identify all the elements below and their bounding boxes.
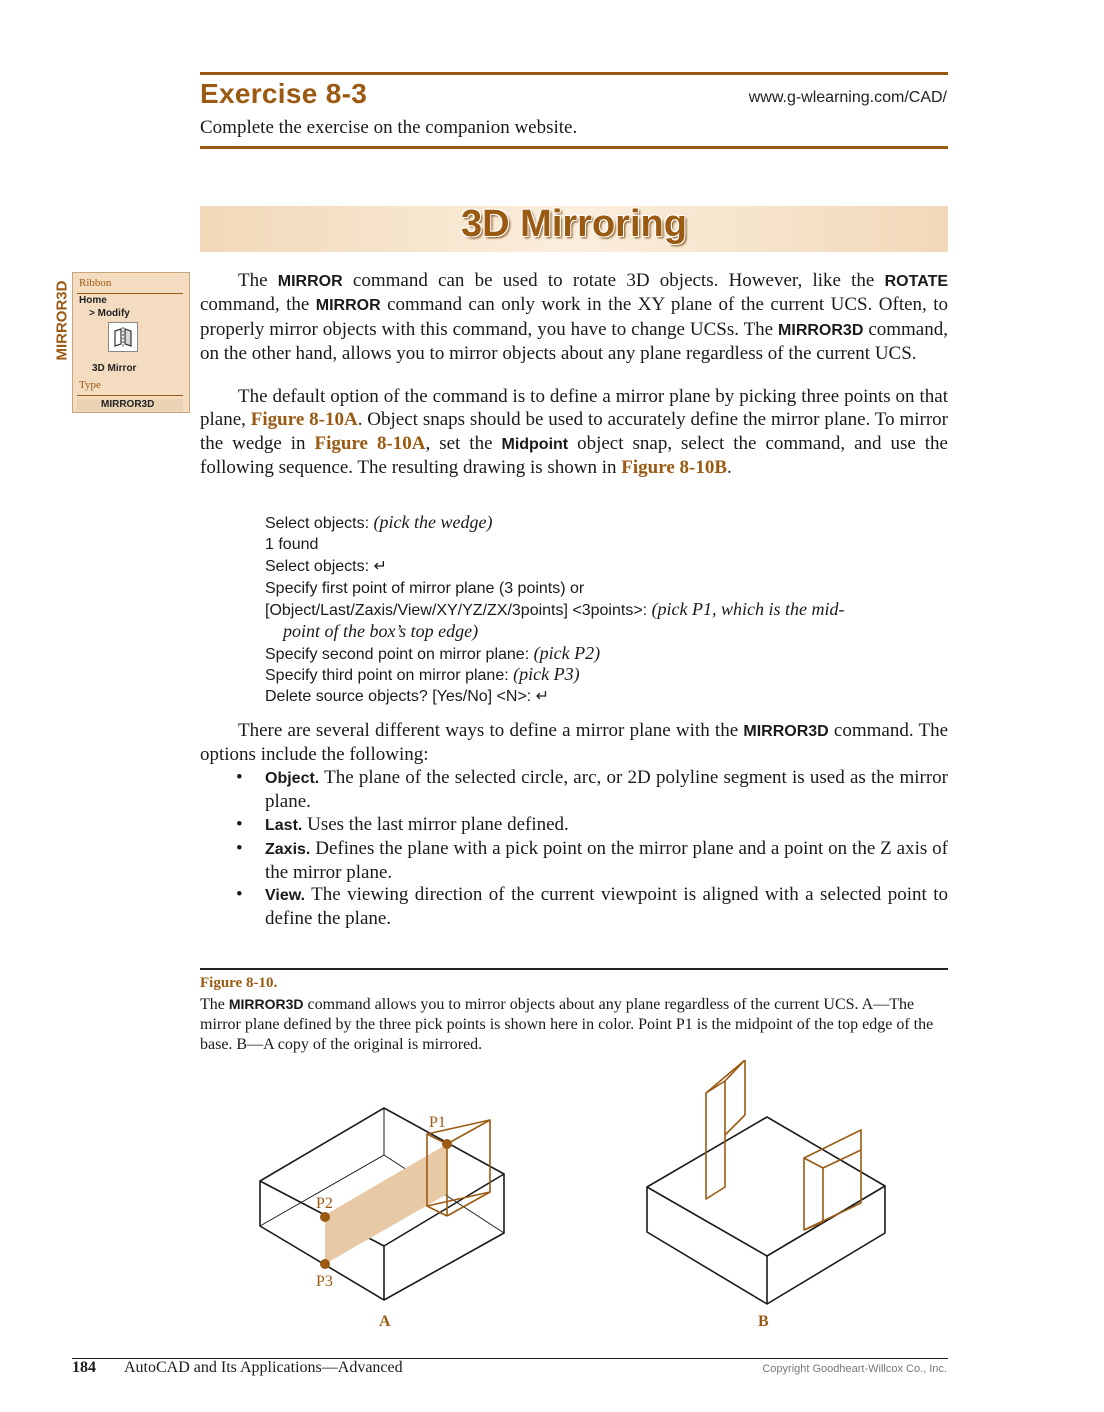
sidebar-button-label: 3D Mirror — [92, 363, 137, 374]
sequence-line: Select objects: (pick the wedge) — [265, 512, 493, 532]
sidebar-ribbon-box — [72, 272, 190, 413]
box-b — [647, 1117, 885, 1304]
paragraph-default-option: The default option of the command is to define a mirror plane by picking three points on that plane, Figure 8-10A. Object snaps should be used to accurately define the mirror plane. To mirror the wedge in Figure 8-10A, set the Midpoint object snap, select the command, and use the following sequence. The resulting drawing is shown in Figure 8-10B. — [200, 386, 948, 478]
exercise-text: Complete the exercise on the companion website. — [200, 117, 578, 138]
section-title: 3D Mirroring — [461, 203, 687, 245]
page-number: 184 — [72, 1359, 96, 1376]
3d-mirror-icon[interactable] — [108, 322, 138, 352]
sidebar-divider — [77, 395, 183, 396]
figure-link[interactable]: Figure 8-10A — [250, 409, 358, 431]
sidebar-vertical-label — [50, 272, 72, 372]
sequence-line: Delete source objects? [Yes/No] <N>: ↵ — [265, 688, 550, 705]
sequence-line: point of the box’s top edge) — [283, 621, 479, 641]
list-item: • Last. Uses the last mirror plane defined. — [236, 814, 569, 835]
sequence-line: Specify first point of mirror plane (3 points) or — [265, 580, 585, 597]
sidebar-home: Home — [79, 295, 107, 306]
label-p3: P3 — [316, 1273, 333, 1290]
pick-point-p3 — [320, 1259, 330, 1269]
sidebar-type-value: MIRROR3D — [101, 399, 155, 410]
label-p2: P2 — [316, 1195, 333, 1212]
figure-rule — [200, 968, 948, 970]
label-p1: P1 — [429, 1114, 446, 1131]
list-item: • View. The viewing direction of the current viewpoint is aligned with a selected point to define the plane. — [236, 884, 948, 930]
paragraph-options: There are several different ways to define a mirror plane with the MIRROR3D command. The options include the following: — [200, 720, 949, 766]
pick-point-p1 — [442, 1139, 452, 1149]
sidebar-modify: > Modify — [89, 308, 130, 319]
copyright: Copyright Goodheart-Willcox Co., Inc. — [762, 1363, 947, 1375]
sequence-line: Select objects: ↵ — [265, 558, 387, 575]
figure-link[interactable]: Figure 8-10A — [314, 432, 426, 454]
list-item: • Object. The plane of the selected circle, arc, or 2D polyline segment is used as the mirror plane. — [236, 767, 948, 813]
pick-point-p2 — [320, 1212, 330, 1222]
exercise-title: Exercise 8-3 — [200, 78, 368, 109]
exercise-bottom-rule — [200, 146, 948, 149]
sidebar-command-name: MIRROR3D — [53, 280, 71, 361]
figure-illustration — [240, 1060, 920, 1340]
label-b: B — [758, 1313, 769, 1330]
sequence-line: [Object/Last/Zaxis/View/XY/YZ/ZX/3points] <3points>: (pick P1, which is the mid- — [265, 599, 845, 619]
figure-caption: The MIRROR3D command allows you to mirror objects about any plane regardless of the current UCS. A—The mirror plane defined by the three pick points is shown here in color. Point P1 is the midpoint of the top edge of the base. B—A copy of the original is mirrored. — [200, 996, 934, 1053]
sequence-line: Specify second point on mirror plane: (pick P2) — [265, 643, 601, 663]
wedge-b-mirrored — [706, 1060, 745, 1199]
wedge-b-original — [804, 1130, 861, 1230]
label-a: A — [379, 1313, 391, 1330]
figure-number: Figure 8-10. — [200, 975, 278, 991]
list-item: • Zaxis. Defines the plane with a pick point on the mirror plane and a point on the Z axis of the mirror plane. — [236, 838, 948, 884]
sequence-line: Specify third point on mirror plane: (pick P3) — [265, 664, 580, 684]
figure-link[interactable]: Figure 8-10B — [621, 456, 728, 478]
book-title: AutoCAD and Its Applications—Advanced — [124, 1359, 403, 1376]
exercise-url[interactable]: www.g-wlearning.com/CAD/ — [748, 89, 947, 106]
sidebar-ribbon-heading: Ribbon — [79, 277, 112, 289]
paragraph-intro: The MIRROR command can be used to rotate 3D objects. However, like the ROTATE command, the MIRROR command can only work in the XY plane of the current UCS. Often, to properly mirror objects with this command, you have to change UCSs. The MIRROR3D command, on the other hand, allows you to mirror objects about any plane regardless of the current UCS. — [200, 270, 949, 364]
exercise-top-rule — [200, 72, 948, 75]
sequence-line: 1 found — [265, 536, 319, 553]
mirror-plane — [325, 1144, 447, 1264]
sidebar-divider — [77, 293, 183, 294]
sidebar-type-heading: Type — [79, 379, 101, 391]
